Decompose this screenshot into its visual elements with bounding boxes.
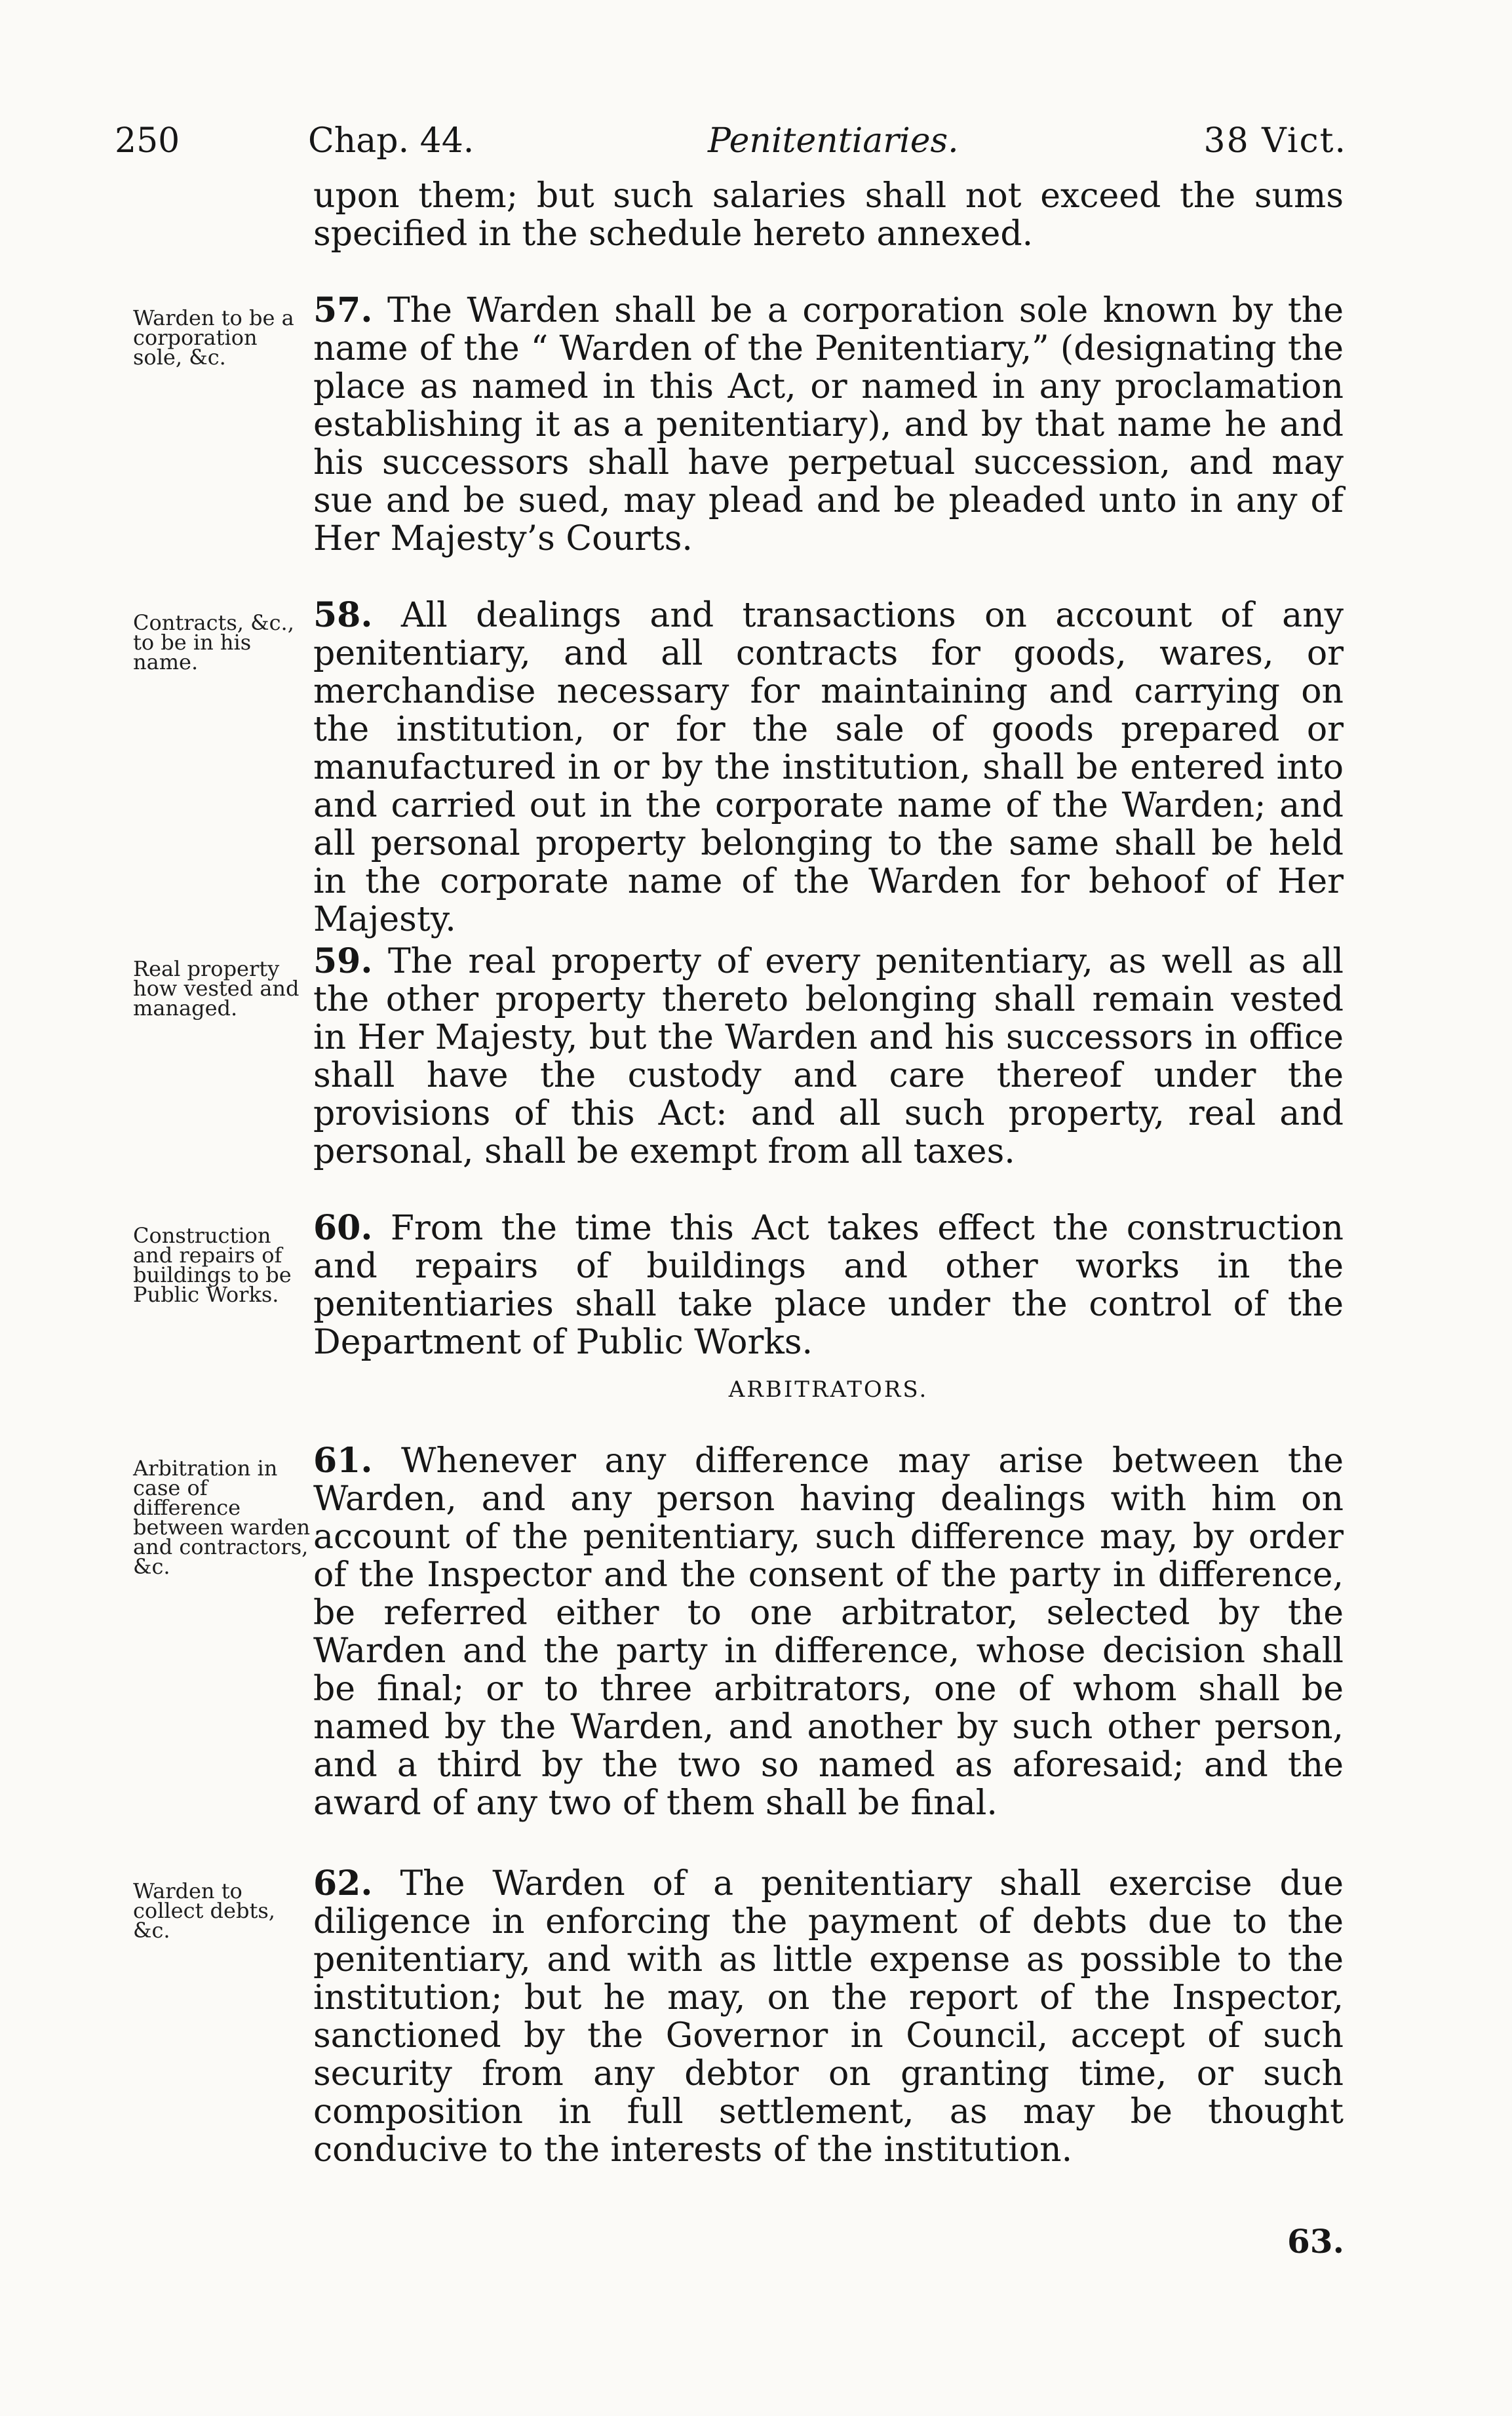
section-number-58: 58. xyxy=(313,595,373,635)
regnal-year: 38 Vict. xyxy=(1203,121,1347,161)
section-57 xyxy=(313,292,1344,558)
section-text-61: Whenever any difference may arise between the Warden, and any person having dealings with him on account of the penitentiary, such difference may, by order of the Inspector and the consent of the party in difference, be referred either to one arbitrator, selected by the Warden and the party in difference, whose decision shall be final; or to three arbitrators, one of whom shall be named by the Warden, and another by such other person, and a third by the two so named as aforesaid; and the award of any two of them shall be final. xyxy=(313,1441,1344,1823)
section-number-62: 62. xyxy=(313,1863,373,1903)
running-head xyxy=(115,118,1347,164)
section-text-58: All dealings and transactions on account of any penitentiary, and all contracts for goods, wares, or merchandise necessary for maintaining and carrying on the institution, or for the sale of goods prepared or manufactured in or by the institution, shall be entered into and carried out in the corporate name of the Warden; and all personal property belonging to the same shall be held in the corporate name of the Warden for behoof of Her Majesty. xyxy=(313,596,1344,939)
section-text-59: The real property of every penitentiary, as well as all the other property thereto belonging shall remain vested in Her Majesty, but the Warden and his successors in office shall have the custody and care thereof under the provisions of this Act: and all such property, real and personal, shall be exempt from all taxes. xyxy=(313,942,1344,1171)
chapter-label: Chap. 44. xyxy=(308,121,475,161)
section-number-61: 61. xyxy=(313,1441,373,1481)
margin-note-58: Contracts, &c., to be in his name. xyxy=(133,610,294,674)
section-61 xyxy=(313,1442,1344,1822)
section-62 xyxy=(313,1865,1344,2169)
section-number-57: 57. xyxy=(313,290,373,330)
catchword: 63. xyxy=(1287,2222,1344,2261)
arbitrators-heading: ARBITRATORS. xyxy=(728,1376,929,1403)
section-text-62: The Warden of a penitentiary shall exercise due diligence in enforcing the payment of debts due to the penitentiary, and with as little expense as possible to the institution; but he may, on the report of the Inspector, sanctioned by the Governor in Council, accept of such security from any debtor on granting time, or such composition in full settlement, as may be thought conducive to the interests of the institution. xyxy=(313,1864,1344,2170)
margin-note-59: Real property how vested and managed. xyxy=(133,956,300,1021)
margin-note-62: Warden to collect debts, &c. xyxy=(133,1879,275,1943)
margin-note-57: Warden to be a corporation sole, &c. xyxy=(133,305,294,370)
running-title: Penitentiaries. xyxy=(708,121,959,161)
margin-note-60: Construction and repairs of buildings to be Public Works. xyxy=(133,1223,292,1307)
continuation-paragraph: upon them; but such salaries shall not exceed the sums specified in the schedule hereto annexed. xyxy=(313,176,1344,254)
section-59 xyxy=(313,943,1344,1171)
section-number-60: 60. xyxy=(313,1208,373,1248)
section-58 xyxy=(313,596,1344,939)
section-text-60: From the time this Act takes effect the construction and repairs of buildings and other works in the penitentiaries shall take place under the control of the Department of Public Works. xyxy=(313,1209,1344,1362)
margin-note-61: Arbitration in case of difference between warden and contractors, &c. xyxy=(133,1456,311,1579)
section-number-59: 59. xyxy=(313,941,373,981)
section-text-57: The Warden shall be a corporation sole known by the name of the “ Warden of the Penitentiary,” (designating the place as named in this Act, or named in any proclamation establishing it as a penitentiary), and by that name he and his successors shall have perpetual succession, and may sue and be sued, may plead and be pleaded unto in any of Her Majesty’s Courts. xyxy=(313,291,1344,558)
page-number: 250 xyxy=(115,121,180,161)
section-60 xyxy=(313,1209,1344,1361)
